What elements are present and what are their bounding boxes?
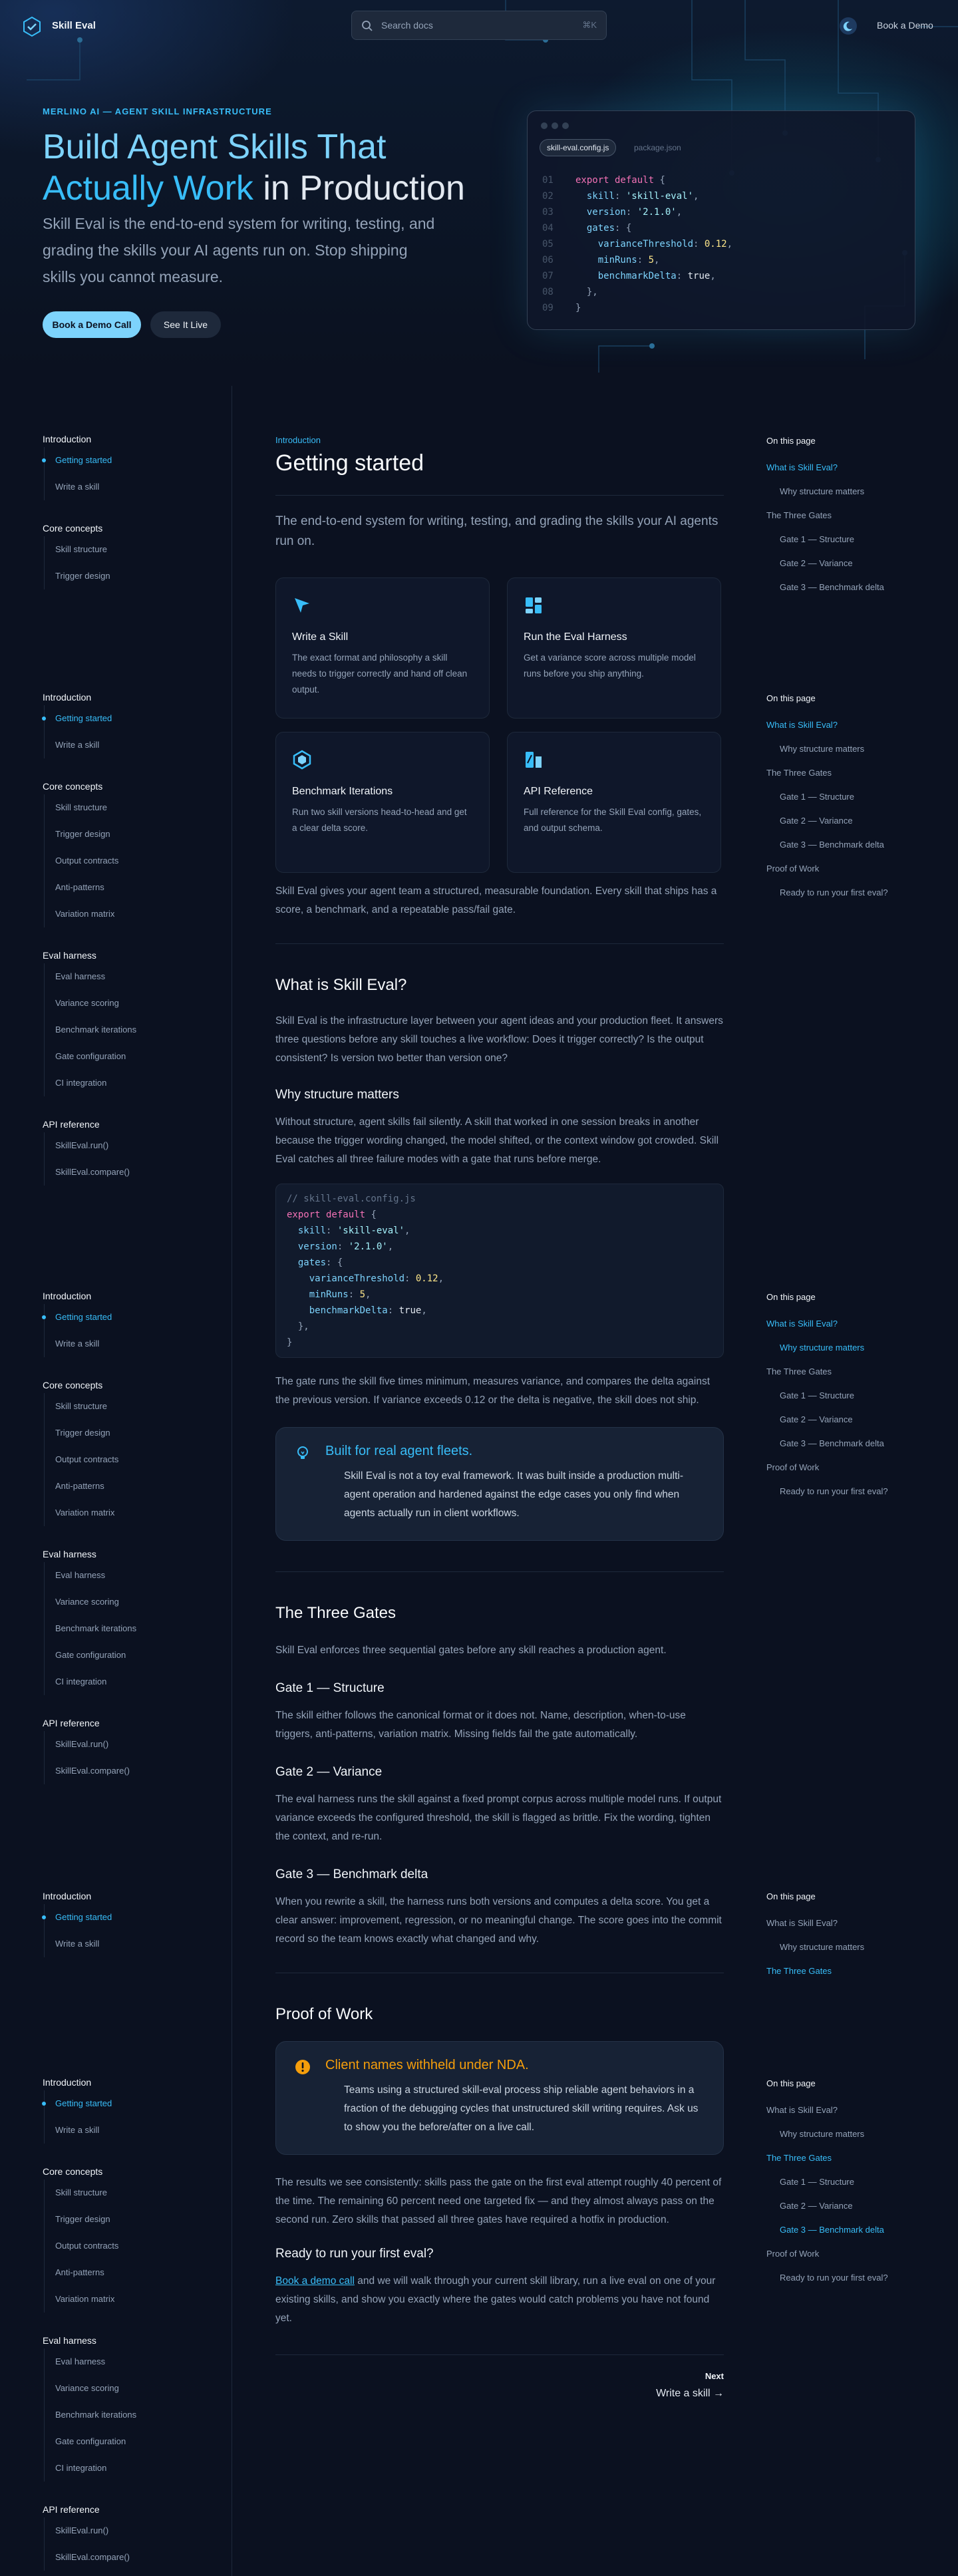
section-divider xyxy=(275,943,724,944)
next-label: Next xyxy=(705,2371,724,2381)
card-title: Run the Eval Harness xyxy=(524,631,627,643)
skill-eval-logo-icon[interactable] xyxy=(21,16,43,37)
nav-item-skilleval-compare[interactable]: SkillEval.compare() xyxy=(55,2552,130,2562)
toc-item-ready[interactable]: Ready to run your first eval? xyxy=(780,887,888,897)
toc-item-gate2[interactable]: Gate 2 — Variance xyxy=(780,1414,853,1424)
toc-item-why-structure[interactable]: Why structure matters xyxy=(780,2129,865,2139)
nav-item-getting-started[interactable]: Getting started xyxy=(45,1904,189,1931)
hero-subtitle: Skill Eval is the end-to-end system for writing, testing, and grading the skills your AI agents run on. Stop shipping skills you cannot measure. xyxy=(43,215,435,285)
gate-1-paragraph: The skill either follows the canonical format or it does not. Name, description, when-to-use triggers, anti-patterns, variation matrix. Missing fields fail the gate automatically. xyxy=(275,1710,686,1740)
table-of-contents xyxy=(766,1891,913,1990)
hero-title-line1: Build Agent Skills That xyxy=(43,128,387,166)
nav-item-ci-integration[interactable]: CI integration xyxy=(55,2463,107,2473)
sidebar-navigation xyxy=(43,1891,189,1957)
nav-item-eval-harness[interactable]: Eval harness xyxy=(55,971,106,981)
toc-title: On this page xyxy=(766,2078,816,2088)
config-code-block: // skill-eval.config.js export default { skill: 'skill-eval', version: '2.1.0', gates: { varianceThreshold: 0.12, minRuns: 5, benchmarkDelta: true, }, } xyxy=(275,1184,724,1358)
main-content xyxy=(275,435,724,552)
nav-section-introduction: Introduction xyxy=(43,2077,92,2088)
nav-item-trigger-design[interactable]: Trigger design xyxy=(55,829,110,839)
page-kicker: Introduction xyxy=(275,435,321,445)
tab-skill-eval-config[interactable]: skill-eval.config.js xyxy=(540,139,616,156)
toc-item-gate3[interactable]: Gate 3 — Benchmark delta xyxy=(780,582,884,592)
toc-item-what-is[interactable]: What is Skill Eval? xyxy=(766,1319,838,1329)
toc-item-gate2[interactable]: Gate 2 — Variance xyxy=(780,558,853,568)
card-description: The exact format and philosophy a skill needs to trigger correctly and hand off clean output. xyxy=(292,653,468,695)
hero-title xyxy=(43,126,495,209)
toc-item-gate2[interactable]: Gate 2 — Variance xyxy=(780,2201,853,2211)
search-input[interactable] xyxy=(351,11,607,40)
nav-item-variance-scoring[interactable]: Variance scoring xyxy=(55,1597,119,1607)
nav-section-introduction: Introduction xyxy=(43,434,92,444)
card-write-a-skill[interactable] xyxy=(275,577,490,719)
nav-item-variation-matrix[interactable]: Variation matrix xyxy=(55,909,115,919)
nav-item-skilleval-run[interactable]: SkillEval.run() xyxy=(55,2525,109,2535)
callout-nda xyxy=(275,2041,724,2155)
card-title: API Reference xyxy=(524,786,593,797)
page-lead: The end-to-end system for writing, testing, and grading the skills your AI agents run on. xyxy=(275,514,718,548)
nav-item-variance-scoring[interactable]: Variance scoring xyxy=(55,998,119,1008)
toc-item-gate2[interactable]: Gate 2 — Variance xyxy=(780,816,853,826)
toc-item-three-gates[interactable]: The Three Gates xyxy=(766,768,832,778)
nav-section-core-concepts: Core concepts xyxy=(43,2166,103,2177)
nav-item-anti-patterns[interactable]: Anti-patterns xyxy=(55,2267,104,2277)
nav-item-benchmark-iterations[interactable]: Benchmark iterations xyxy=(55,1623,137,1633)
toc-item-why-structure[interactable]: Why structure matters xyxy=(780,744,865,754)
section-divider xyxy=(275,2354,724,2355)
nav-item-trigger-design[interactable]: Trigger design xyxy=(55,571,110,581)
table-of-contents xyxy=(766,436,913,606)
table-of-contents xyxy=(766,1292,913,1510)
api-document-icon xyxy=(524,750,544,770)
sidebar-navigation xyxy=(43,692,189,1186)
cursor-arrow-icon xyxy=(292,595,312,615)
toc-title: On this page xyxy=(766,436,816,446)
nav-item-output-contracts[interactable]: Output contracts xyxy=(55,2241,119,2251)
lightbulb-icon xyxy=(295,1445,311,1461)
heading-what-is-skill-eval: What is Skill Eval? xyxy=(275,976,407,994)
nav-section-eval-harness: Eval harness xyxy=(43,2335,96,2346)
toc-item-what-is[interactable]: What is Skill Eval? xyxy=(766,2105,838,2115)
toc-item-three-gates[interactable]: The Three Gates xyxy=(766,2153,832,2163)
toc-item-gate3[interactable]: Gate 3 — Benchmark delta xyxy=(780,1438,884,1448)
hero-code-window xyxy=(527,110,915,330)
nav-section-core-concepts: Core concepts xyxy=(43,781,103,792)
nav-item-variation-matrix[interactable]: Variation matrix xyxy=(55,2294,115,2304)
toc-item-gate1[interactable]: Gate 1 — Structure xyxy=(780,792,854,802)
gate-paragraph: The gate runs the skill five times minimum, measures variance, and compares the delta against the previous version. If variance exceeds 0.12 or the delta is negative, the skill does not ship. xyxy=(275,1376,711,1406)
nav-item-write-a-skill[interactable]: Write a skill xyxy=(55,2125,100,2135)
results-paragraph: The results we see consistently: skills pass the gate on the first eval attempt roughly 40 percent of the time. The remaining 60 percent need one targeted fix — and they almost always pass on the second run. Zero skills that passed all three gates have required a hotfix in production. xyxy=(275,2177,722,2225)
card-description: Get a variance score across multiple model runs before you ship anything. xyxy=(524,653,696,679)
nav-item-gate-configuration[interactable]: Gate configuration xyxy=(55,1051,126,1061)
card-run-eval-harness[interactable] xyxy=(507,577,721,719)
toc-title: On this page xyxy=(766,693,816,703)
toc-item-gate1[interactable]: Gate 1 — Structure xyxy=(780,534,854,544)
nav-section-introduction: Introduction xyxy=(43,1891,92,1901)
toc-item-what-is[interactable]: What is Skill Eval? xyxy=(766,462,838,472)
toc-item-three-gates[interactable]: The Three Gates xyxy=(766,1367,832,1376)
sidebar-navigation xyxy=(43,1291,189,1784)
book-demo-link[interactable]: Book a Demo xyxy=(877,20,933,31)
nav-item-anti-patterns[interactable]: Anti-patterns xyxy=(55,1481,104,1491)
toc-item-gate3[interactable]: Gate 3 — Benchmark delta xyxy=(780,2225,884,2235)
toc-item-what-is[interactable]: What is Skill Eval? xyxy=(766,1918,838,1928)
nav-item-getting-started[interactable]: Getting started xyxy=(45,705,189,732)
toc-title: On this page xyxy=(766,1891,816,1901)
hero-code-lines: 01 export default { 02 skill: 'skill-eval', 03 version: '2.1.0', 04 gates: { 05 varianceThreshold: 0.12, 06 minRuns: 5, 07 benchmarkDelta: true, 08 }, 09 } xyxy=(542,175,733,313)
heading-why-structure-matters: Why structure matters xyxy=(275,1088,399,1102)
heading-ready: Ready to run your first eval? xyxy=(275,2247,434,2261)
warning-icon xyxy=(295,2059,311,2075)
nav-item-skill-structure[interactable]: Skill structure xyxy=(55,802,108,812)
nav-item-eval-harness[interactable]: Eval harness xyxy=(55,2356,106,2366)
nav-item-gate-configuration[interactable]: Gate configuration xyxy=(55,1650,126,1660)
nav-item-skilleval-compare[interactable]: SkillEval.compare() xyxy=(55,1766,130,1776)
toc-item-gate1[interactable]: Gate 1 — Structure xyxy=(780,1390,854,1400)
nav-item-ci-integration[interactable]: CI integration xyxy=(55,1078,107,1088)
callout-body: Teams using a structured skill-eval process ship reliable agent behaviors in a fraction of the debugging cycles that unstructured skill writing requires. Ask us to show you the before/after on a live call. xyxy=(344,2084,699,2133)
nav-item-write-a-skill[interactable]: Write a skill xyxy=(55,1939,100,1949)
ready-paragraph: Book a demo call and we will walk through your current skill library, run a live eval on one of your existing skills, and show you exactly where the gates would catch problems you have not found yet. xyxy=(275,2275,716,2324)
toc-item-why-structure[interactable]: Why structure matters xyxy=(780,486,865,496)
heading-gate-3: Gate 3 — Benchmark delta xyxy=(275,1867,428,1881)
heading-three-gates: The Three Gates xyxy=(275,1604,396,1622)
callout-body: Skill Eval is not a toy eval framework. It was built inside a production multi-agent operation and hardened against the edge cases you only find when agents actually run in client workflows. xyxy=(344,1470,683,1519)
nav-item-trigger-design[interactable]: Trigger design xyxy=(55,1428,110,1438)
nav-item-write-a-skill[interactable]: Write a skill xyxy=(55,740,100,750)
toc-item-ready[interactable]: Ready to run your first eval? xyxy=(780,2273,888,2283)
callout-title: Client names withheld under NDA. xyxy=(325,2058,529,2072)
hero-title-accent: Actually Work xyxy=(43,169,253,208)
search-placeholder: Search docs xyxy=(381,20,433,31)
toc-title: On this page xyxy=(766,1292,816,1302)
tab-package-json[interactable]: package.json xyxy=(634,143,681,152)
card-title: Benchmark Iterations xyxy=(292,786,393,797)
nav-item-skill-structure[interactable]: Skill structure xyxy=(55,544,108,554)
card-description: Run two skill versions head-to-head and get a clear delta score. xyxy=(292,807,467,833)
nav-section-introduction: Introduction xyxy=(43,692,92,703)
book-demo-call-link[interactable]: Book a demo call xyxy=(275,2275,355,2287)
nav-section-api-reference: API reference xyxy=(43,1718,100,1728)
nav-item-skill-structure[interactable]: Skill structure xyxy=(55,2187,108,2197)
toc-item-proof[interactable]: Proof of Work xyxy=(766,864,820,874)
nav-item-skilleval-run[interactable]: SkillEval.run() xyxy=(55,1739,109,1749)
card-description: Full reference for the Skill Eval config, gates, and output schema. xyxy=(524,807,702,833)
card-api-reference[interactable] xyxy=(507,732,721,873)
callout-title: Built for real agent fleets. xyxy=(325,1444,473,1458)
nav-item-benchmark-iterations[interactable]: Benchmark iterations xyxy=(55,1025,137,1035)
book-demo-call-button[interactable]: Book a Demo Call xyxy=(43,311,141,338)
nav-item-skilleval-compare[interactable]: SkillEval.compare() xyxy=(55,1167,130,1177)
search-icon xyxy=(361,20,373,32)
toc-item-why-structure[interactable]: Why structure matters xyxy=(780,1343,865,1353)
heading-gate-2: Gate 2 — Variance xyxy=(275,1765,383,1779)
table-of-contents xyxy=(766,693,913,911)
nav-item-skill-structure[interactable]: Skill structure xyxy=(55,1401,108,1411)
hero-section xyxy=(0,0,958,373)
nav-item-getting-started[interactable]: Getting started xyxy=(45,2090,189,2117)
nav-item-anti-patterns[interactable]: Anti-patterns xyxy=(55,882,104,892)
search-shortcut: ⌘K xyxy=(582,20,597,30)
dashboard-grid-icon xyxy=(524,595,544,615)
table-of-contents xyxy=(766,2078,913,2297)
nav-item-skilleval-run[interactable]: SkillEval.run() xyxy=(55,1140,109,1150)
toc-item-three-gates[interactable]: The Three Gates xyxy=(766,510,832,520)
hero-eyebrow: MERLINO AI — AGENT SKILL INFRASTRUCTURE xyxy=(43,106,272,116)
toc-item-three-gates[interactable]: The Three Gates xyxy=(766,1966,832,1976)
nav-item-variation-matrix[interactable]: Variation matrix xyxy=(55,1508,115,1518)
nav-item-eval-harness[interactable]: Eval harness xyxy=(55,1570,106,1580)
nav-section-core-concepts: Core concepts xyxy=(43,523,103,534)
theme-toggle-button[interactable] xyxy=(840,17,857,35)
heading-proof-of-work: Proof of Work xyxy=(275,2005,373,2023)
gate-3-paragraph: When you rewrite a skill, the harness runs both versions and computes a delta score. You get a clear answer: improvement, regression, or no meaningful change. The score goes into the commit record so the team knows exactly what changed and why. xyxy=(275,1896,722,1945)
page-title: Getting started xyxy=(275,450,424,476)
toc-item-ready[interactable]: Ready to run your first eval? xyxy=(780,1486,888,1496)
why-structure-paragraph: Without structure, agent skills fail silently. A skill that worked in one session breaks in another because the trigger wording changed, the model shifted, or the context window got crowded. Skill Eval catches all three failure modes with a gate that runs before merge. xyxy=(275,1116,719,1165)
toc-item-what-is[interactable]: What is Skill Eval? xyxy=(766,720,838,730)
nav-section-introduction: Introduction xyxy=(43,1291,92,1301)
gate-2-paragraph: The eval harness runs the skill against a fixed prompt corpus across multiple model runs. If output variance exceeds the configured threshold, the skill is flagged as brittle. Fix the wording, tighten the context, and re-run. xyxy=(275,1794,722,1842)
nav-item-ci-integration[interactable]: CI integration xyxy=(55,1677,107,1687)
hero-title-rest: in Production xyxy=(253,169,465,208)
heading-gate-1: Gate 1 — Structure xyxy=(275,1681,385,1695)
card-benchmark-iterations[interactable] xyxy=(275,732,490,873)
brand-name[interactable]: Skill Eval xyxy=(52,20,96,31)
nav-item-getting-started[interactable]: Getting started xyxy=(45,1304,189,1331)
nav-section-eval-harness: Eval harness xyxy=(43,950,96,961)
nav-section-core-concepts: Core concepts xyxy=(43,1380,103,1390)
toc-item-gate1[interactable]: Gate 1 — Structure xyxy=(780,2177,854,2187)
top-navigation xyxy=(0,0,958,51)
intro-paragraph: Skill Eval gives your agent team a structured, measurable foundation. Every skill that ships has a score, a benchmark, and a repeatable pass/fail gate. xyxy=(275,886,717,915)
toc-item-why-structure[interactable]: Why structure matters xyxy=(780,1942,865,1952)
nav-item-benchmark-iterations[interactable]: Benchmark iterations xyxy=(55,2410,137,2420)
nav-item-write-a-skill[interactable]: Write a skill xyxy=(55,482,100,492)
nav-item-variance-scoring[interactable]: Variance scoring xyxy=(55,2383,119,2393)
hexagon-benchmark-icon xyxy=(292,750,312,770)
toc-item-proof[interactable]: Proof of Work xyxy=(766,1462,820,1472)
nav-section-eval-harness: Eval harness xyxy=(43,1549,96,1559)
nav-item-output-contracts[interactable]: Output contracts xyxy=(55,1454,119,1464)
nav-item-gate-configuration[interactable]: Gate configuration xyxy=(55,2436,126,2446)
toc-item-proof[interactable]: Proof of Work xyxy=(766,2249,820,2259)
next-page-link[interactable]: Write a skill → xyxy=(656,2388,724,2399)
title-divider xyxy=(275,495,724,496)
nav-item-getting-started[interactable]: Getting started xyxy=(45,447,189,474)
three-gates-paragraph: Skill Eval enforces three sequential gates before any skill reaches a production agent. xyxy=(275,1645,667,1656)
nav-item-output-contracts[interactable]: Output contracts xyxy=(55,856,119,866)
sidebar-navigation xyxy=(43,434,189,589)
nav-item-trigger-design[interactable]: Trigger design xyxy=(55,2214,110,2224)
card-title: Write a Skill xyxy=(292,631,349,643)
sidebar-navigation xyxy=(43,2077,189,2571)
callout-real-fleets xyxy=(275,1427,724,1541)
section-divider xyxy=(275,1571,724,1572)
nav-section-api-reference: API reference xyxy=(43,2504,100,2515)
nav-section-api-reference: API reference xyxy=(43,1119,100,1130)
nav-item-write-a-skill[interactable]: Write a skill xyxy=(55,1339,100,1349)
window-controls xyxy=(541,120,573,132)
moon-icon xyxy=(840,17,857,35)
what-is-paragraph: Skill Eval is the infrastructure layer between your agent ideas and your production fleet. It answers three questions before any skill touches a live workflow: Does it trigger correctly? Is the output consistent? Is version two better than version one? xyxy=(275,1015,723,1064)
toc-item-gate3[interactable]: Gate 3 — Benchmark delta xyxy=(780,840,884,850)
see-it-live-button[interactable]: See It Live xyxy=(150,311,221,338)
main-content-body xyxy=(275,882,724,2400)
